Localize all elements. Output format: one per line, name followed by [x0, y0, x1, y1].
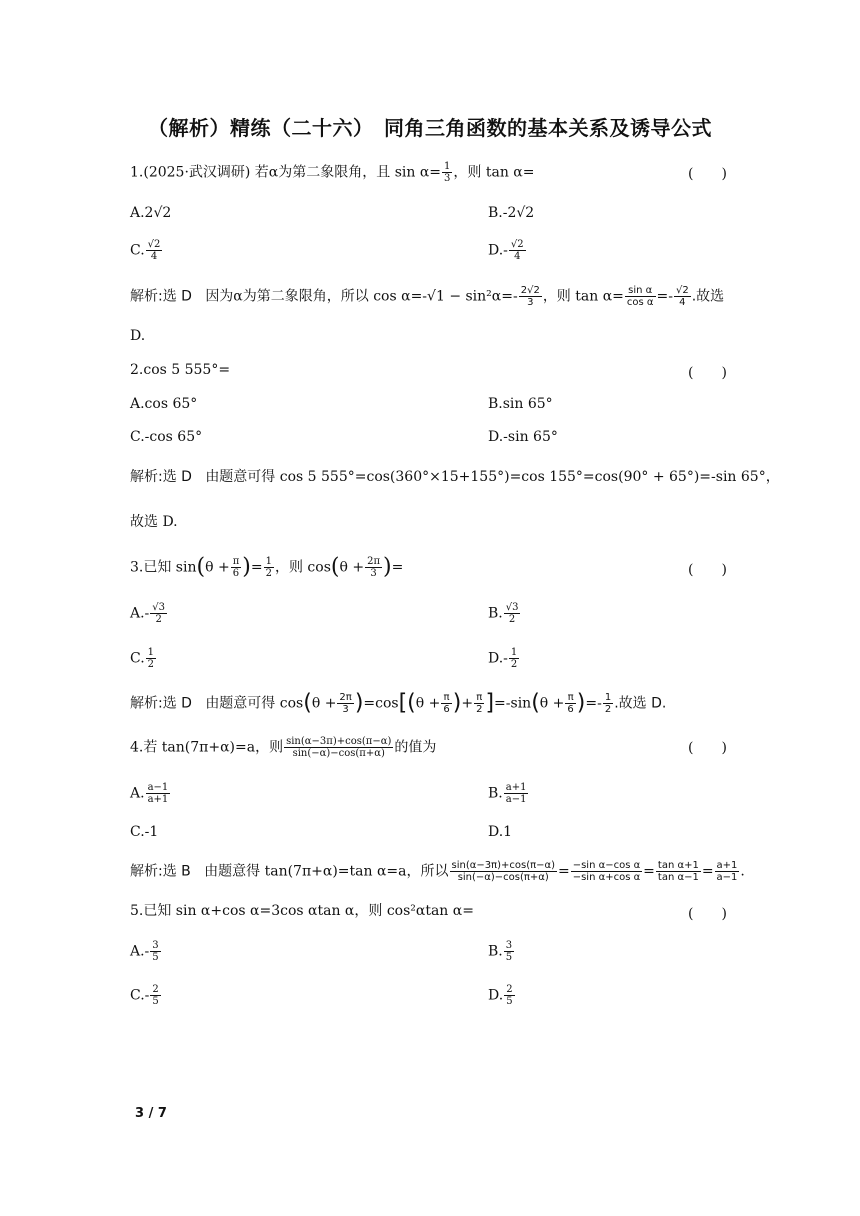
option-d: D.- $\frac{1}{2}$: [488, 647, 518, 670]
solution-3: 解析:选 D 由题意可得 cos(θ + $\frac{2\pi}{3}$ )=cos[(θ + $\frac{\pi}{6}$ )+ $\frac{\pi}{2}$ ]=-sin(θ + $\frac{\pi}{6}$ )=- $\frac{1}{2}$ .故选 D.: [130, 690, 667, 716]
option-b: B.sin 65°: [488, 396, 553, 412]
option-c: C.-1: [130, 824, 159, 840]
option-d: D.-sin 65°: [488, 429, 558, 445]
solution-2: 解析:选 D 由题意可得 cos 5 555°=cos(360°×15+155°)=cos 155°=cos(90° + 65°)=-sin 65°，: [130, 469, 780, 485]
solution-4: 解析:选 B 由题意得 tan(7π+α)=tan α=a，所以 $\frac{\sin(\alpha-3\pi)+\cos(\pi-\alpha)}{\sin(-\alpha)-\cos(\pi+\alpha)}$ = $\frac{\text{−sin α−cos α}}{\text{−sin α+cos α}}$ = $\frac{\text{tan α+1}}{\text{tan α−1}}$ = $\frac{a+1}{a-1}$ .: [130, 860, 745, 883]
option-b: B. $\frac{a+1}{a-1}$: [488, 782, 527, 805]
option-b: B. $\frac{√3}{2}$: [488, 602, 519, 625]
option-c: C. $\frac{1}{2}$: [130, 647, 155, 670]
answer-paren: ( ): [688, 740, 727, 756]
question-2-stem: 2.cos 5 555°=: [130, 362, 231, 378]
option-b: B.-2√2: [488, 205, 535, 221]
question-5-stem: 5.已知 sin α+cos α=3cos αtan α，则 cos²αtan α=: [130, 903, 474, 919]
option-c: C.- $\frac{2}{5}$: [130, 984, 159, 1007]
option-b: B. $\frac{3}{5}$: [488, 940, 513, 963]
option-a: A.cos 65°: [130, 396, 198, 412]
question-1-stem: 1.(2025·武汉调研) 若α为第二象限角，且 sin α= $\frac{1}{3}$ ，则 tan α=: [130, 161, 535, 184]
option-d: D.- $\frac{√2}{4}$: [488, 239, 524, 262]
option-a: A.2√2: [130, 205, 172, 221]
question-3-stem: 3.已知 sin(θ + $\frac{\pi}{6}$ )= $\frac{1}{2}$ ，则 cos(θ + $\frac{2\pi}{3}$ )=: [130, 554, 404, 580]
answer-paren: ( ): [688, 365, 727, 381]
solution-1-continued: D.: [130, 328, 146, 344]
option-c: C. $\frac{√2}{4}$: [130, 239, 161, 262]
page-number: 3 / 7: [135, 1106, 167, 1121]
page-title: （解析）精练（二十六） 同角三角函数的基本关系及诱导公式: [148, 116, 712, 140]
answer-paren: ( ): [688, 166, 727, 182]
answer-paren: ( ): [688, 906, 727, 922]
solution-1: 解析:选 D 因为α为第二象限角，所以 cos α=-√1 − sin²α=- $\frac{2√2}{3}$ ，则 tan α= $\frac{\text{sin α}}{\text{cos α}}$ =- $\frac{√2}{4}$ .故选: [130, 285, 725, 308]
option-a: A. $\frac{a-1}{a+1}$: [130, 782, 169, 805]
question-4-stem: 4.若 tan(7π+α)=a，则 $\frac{\sin(\alpha-3\pi)+\cos(\pi-\alpha)}{\sin(-\alpha)-\cos(\pi+\alpha)}$ 的值为: [130, 736, 437, 759]
fraction: $\frac{1}{3}$: [444, 161, 451, 184]
answer-paren: ( ): [688, 562, 727, 578]
solution-2-continued: 故选 D.: [130, 514, 178, 530]
option-d: D.1: [488, 824, 513, 840]
option-a: A.- $\frac{√3}{2}$: [130, 602, 166, 625]
option-d: D. $\frac{2}{5}$: [488, 984, 513, 1007]
option-a: A.- $\frac{3}{5}$: [130, 940, 159, 963]
option-c: C.-cos 65°: [130, 429, 203, 445]
